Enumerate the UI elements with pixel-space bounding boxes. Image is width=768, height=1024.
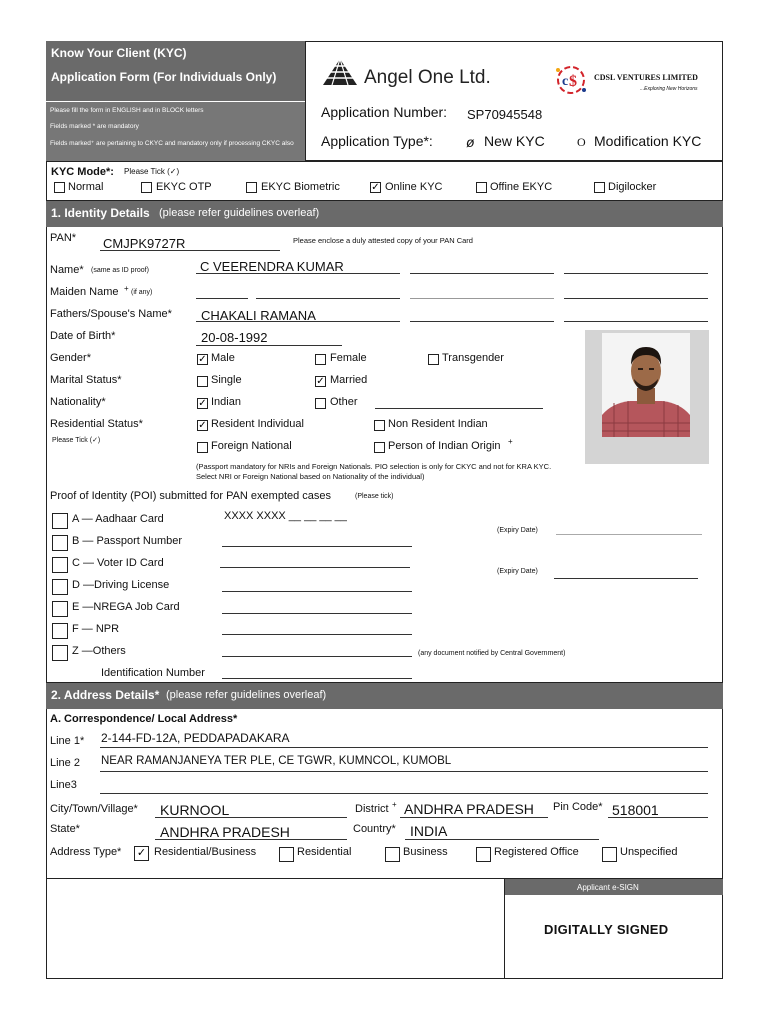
esign-header: Applicant e-SIGN: [577, 883, 639, 892]
poi-d-label: D —Driving License: [72, 579, 170, 591]
res-pio-sup: +: [508, 437, 513, 446]
address-subtitle: A. Correspondence/ Local Address*: [50, 713, 238, 725]
line2-underline: [100, 771, 708, 772]
addr-type-res-business-checkbox[interactable]: ✓: [134, 846, 149, 861]
res-pio-checkbox[interactable]: [374, 442, 385, 453]
cdsl-tagline: ...Exploring New Horizons: [640, 86, 698, 92]
note-ckyc: Fields marked⁺ are pertaining to CKYC and mandatory only if processing CKYC also: [50, 140, 294, 147]
maiden-underline-4: [564, 298, 708, 299]
kyc-mode-hint: Please Tick (✓): [124, 167, 180, 176]
father-underline-1: [196, 321, 400, 322]
expiry-underline-2: [554, 578, 698, 579]
kyc-mode-digilocker-label: Digilocker: [608, 181, 657, 193]
kyc-title-line1: Know Your Client (KYC): [51, 46, 187, 60]
gender-female-label: Female: [330, 352, 367, 364]
address-type-label: Address Type*: [50, 846, 122, 858]
addr-type-business-label: Business: [403, 846, 448, 858]
poi-e-label: E —NREGA Job Card: [72, 601, 180, 613]
father-label: Fathers/Spouse's Name*: [50, 308, 172, 320]
applicant-photo: [602, 333, 690, 437]
kyc-mode-digilocker-checkbox[interactable]: [594, 182, 605, 193]
expiry-underline-1: [556, 534, 702, 535]
identification-number-underline: [222, 678, 412, 679]
res-foreign-checkbox[interactable]: [197, 442, 208, 453]
mod-kyc-option[interactable]: Modification KYC: [594, 133, 702, 149]
maiden-label: Maiden Name: [50, 286, 119, 298]
cdsl-name: CDSL VENTURES LIMITED: [594, 73, 698, 82]
maiden-sup: +: [124, 284, 129, 293]
poi-z-label: Z —Others: [72, 645, 126, 657]
gender-trans-checkbox[interactable]: [428, 354, 439, 365]
state-underline: [155, 839, 347, 840]
addr-type-unspecified-checkbox[interactable]: [602, 847, 617, 862]
kyc-mode-normal-label: Normal: [68, 181, 104, 193]
res-individual-checkbox[interactable]: ✓: [198, 420, 207, 431]
app-type-label: Application Type*:: [321, 133, 433, 149]
addr-type-unspecified-label: Unspecified: [620, 846, 678, 858]
res-nri-label: Non Resident Indian: [388, 418, 488, 430]
poi-b-label: B — Passport Number: [72, 535, 183, 547]
nat-other-checkbox[interactable]: [315, 398, 326, 409]
pin-label: Pin Code*: [553, 801, 603, 813]
passport-note-2: Select NRI or Foreign National based on Nationality of the individual): [196, 472, 425, 481]
residential-hint: Please Tick (✓): [52, 437, 101, 444]
district-label: District: [355, 803, 389, 815]
poi-e-checkbox[interactable]: [52, 601, 68, 617]
name-underline-1: [196, 273, 400, 274]
line3-underline: [100, 793, 708, 794]
addr-type-business-checkbox[interactable]: [385, 847, 400, 862]
angel-one-logo-icon: [322, 58, 358, 86]
kyc-mode-online-checkbox[interactable]: ✓: [371, 182, 380, 193]
kyc-mode-online-label: Online KYC: [385, 181, 443, 193]
nat-other-label: Other: [330, 396, 358, 408]
pin-underline: [608, 817, 708, 818]
poi-a-checkbox[interactable]: [52, 513, 68, 529]
country-underline: [405, 839, 599, 840]
res-individual-label: Resident Individual: [211, 418, 304, 430]
others-note: (any document notified by Central Government): [418, 650, 566, 657]
poi-c-checkbox[interactable]: [52, 557, 68, 573]
svg-text:$: $: [569, 73, 577, 90]
city-label: City/Town/Village*: [50, 803, 138, 815]
poi-d-checkbox[interactable]: [52, 579, 68, 595]
gender-male-checkbox[interactable]: ✓: [198, 354, 207, 365]
line2-value[interactable]: NEAR RAMANJANEYA TER PLE, CE TGWR, KUMNCOL, KUMOBL: [101, 755, 452, 767]
city-underline: [155, 817, 347, 818]
res-nri-checkbox[interactable]: [374, 420, 385, 431]
address-section-note: (please refer guidelines overleaf): [166, 689, 327, 701]
app-number-label: Application Number:: [321, 104, 448, 120]
kyc-mode-ekyc-otp-label: EKYC OTP: [156, 181, 212, 193]
pan-underline: [100, 250, 280, 251]
marital-single-label: Single: [211, 374, 242, 386]
father-value[interactable]: CHAKALI RAMANA: [201, 308, 316, 323]
nat-indian-checkbox[interactable]: ✓: [198, 398, 207, 409]
res-foreign-label: Foreign National: [211, 440, 292, 452]
state-value[interactable]: ANDHRA PRADESH: [160, 824, 290, 840]
poi-title: Proof of Identity (POI) submitted for PAN exempted cases: [50, 490, 332, 502]
poi-f-underline: [222, 634, 412, 635]
gender-trans-label: Transgender: [442, 352, 504, 364]
kyc-mode-ekyc-bio-label: EKYC Biometric: [261, 181, 340, 193]
father-underline-2: [410, 321, 554, 322]
aadhaar-value[interactable]: XXXX XXXX __ __ __ __: [224, 510, 347, 522]
poi-z-underline: [222, 656, 412, 657]
kyc-mode-label: KYC Mode*:: [51, 166, 114, 178]
district-value[interactable]: ANDHRA PRADESH: [404, 801, 534, 817]
kyc-mode-offline-label: Offine EKYC: [490, 181, 553, 193]
poi-a-label: A — Aadhaar Card: [72, 513, 164, 525]
identity-section-note: (please refer guidelines overleaf): [159, 207, 320, 219]
line3-label: Line3: [50, 779, 77, 791]
residential-label: Residential Status*: [50, 418, 143, 430]
country-label: Country*: [353, 823, 396, 835]
name-underline-2: [410, 273, 554, 274]
district-underline: [400, 817, 548, 818]
name-underline-3: [564, 273, 708, 274]
addr-type-reg-office-checkbox[interactable]: [476, 847, 491, 862]
name-value[interactable]: C VEERENDRA KUMAR: [200, 259, 344, 274]
city-value[interactable]: KURNOOL: [160, 802, 230, 818]
passport-note-1: (Passport mandatory for NRIs and Foreign Nationals. PIO selection is only for CKYC and not for KRA KYC.: [196, 462, 552, 471]
pan-label: PAN*: [50, 232, 77, 244]
addr-type-res-label: Residential: [297, 846, 352, 858]
gender-female-checkbox[interactable]: [315, 354, 326, 365]
marital-married-label: Married: [330, 374, 368, 386]
marital-label: Marital Status*: [50, 374, 122, 386]
pan-note: Please enclose a duly attested copy of your PAN Card: [293, 236, 473, 245]
father-underline-3: [564, 321, 708, 322]
name-note: (same as ID proof): [91, 267, 149, 274]
line2-label: Line 2: [50, 757, 80, 769]
cdsl-logo-icon: [552, 62, 590, 98]
kyc-mode-normal-checkbox[interactable]: [54, 182, 65, 193]
gender-male-label: Male: [211, 352, 235, 364]
poi-d-underline: [222, 591, 412, 592]
kyc-mode-ekyc-otp-checkbox[interactable]: [141, 182, 152, 193]
app-number-value: SP70945548: [467, 107, 543, 122]
maiden-underline-1: [196, 298, 248, 299]
new-kyc-mark[interactable]: ø: [466, 134, 475, 150]
nat-other-underline: [375, 408, 543, 409]
expiry-label-2: (Expiry Date): [497, 568, 538, 575]
country-value[interactable]: INDIA: [410, 823, 448, 839]
marital-married-checkbox[interactable]: ✓: [316, 376, 325, 387]
maiden-note: (if any): [131, 289, 153, 296]
expiry-label-1: (Expiry Date): [497, 527, 538, 534]
divider: [46, 101, 305, 102]
note-block-letters: Please fill the form in ENGLISH and in BLOCK letters: [50, 107, 204, 114]
kyc-mode-offline-checkbox[interactable]: [476, 182, 487, 193]
kyc-title-line2: Application Form (For Individuals Only): [51, 70, 277, 84]
state-label: State*: [50, 823, 80, 835]
address-section-title: 2. Address Details*: [51, 688, 160, 702]
line1-label: Line 1*: [50, 735, 85, 747]
name-label: Name*: [50, 264, 84, 276]
digitally-signed-text: DIGITALLY SIGNED: [544, 922, 669, 937]
gender-label: Gender*: [50, 352, 91, 364]
addr-type-res-checkbox[interactable]: [279, 847, 294, 862]
addr-type-reg-office-label: Registered Office: [494, 846, 579, 858]
svg-text:c: c: [562, 74, 569, 89]
note-mandatory: Fields marked * are mandatory: [50, 123, 139, 130]
maiden-underline-2: [256, 298, 400, 299]
district-sup: +: [392, 800, 397, 809]
mod-kyc-mark[interactable]: O: [577, 135, 586, 149]
poi-e-underline: [222, 613, 412, 614]
pin-value[interactable]: 518001: [612, 802, 659, 818]
kyc-mode-ekyc-bio-checkbox[interactable]: [246, 182, 257, 193]
company-name: Angel One Ltd.: [364, 67, 491, 88]
nationality-label: Nationality*: [50, 396, 106, 408]
poi-z-checkbox[interactable]: [52, 645, 68, 661]
marital-single-checkbox[interactable]: [197, 376, 208, 387]
identity-section-title: 1. Identity Details: [51, 206, 150, 220]
line1-value[interactable]: 2-144-FD-12A, PEDDAPADAKARA: [101, 731, 290, 745]
poi-title-note: (Please tick): [355, 493, 394, 500]
dob-label: Date of Birth*: [50, 330, 116, 342]
line1-underline: [100, 747, 708, 748]
pan-value[interactable]: CMJPK9727R: [103, 236, 186, 251]
dob-value[interactable]: 20-08-1992: [201, 330, 268, 345]
poi-b-underline: [222, 546, 412, 547]
poi-f-checkbox[interactable]: [52, 623, 68, 639]
poi-c-underline: [220, 567, 410, 568]
addr-type-res-business-label: Residential/Business: [154, 846, 257, 858]
poi-c-label: C — Voter ID Card: [72, 557, 164, 569]
maiden-underline-3: [410, 298, 554, 299]
poi-b-checkbox[interactable]: [52, 535, 68, 551]
res-pio-label: Person of Indian Origin: [388, 440, 501, 452]
identification-number-label: Identification Number: [101, 667, 205, 679]
poi-f-label: F — NPR: [72, 623, 120, 635]
nat-indian-label: Indian: [211, 396, 241, 408]
new-kyc-option[interactable]: New KYC: [484, 133, 545, 149]
dob-underline: [196, 345, 342, 346]
